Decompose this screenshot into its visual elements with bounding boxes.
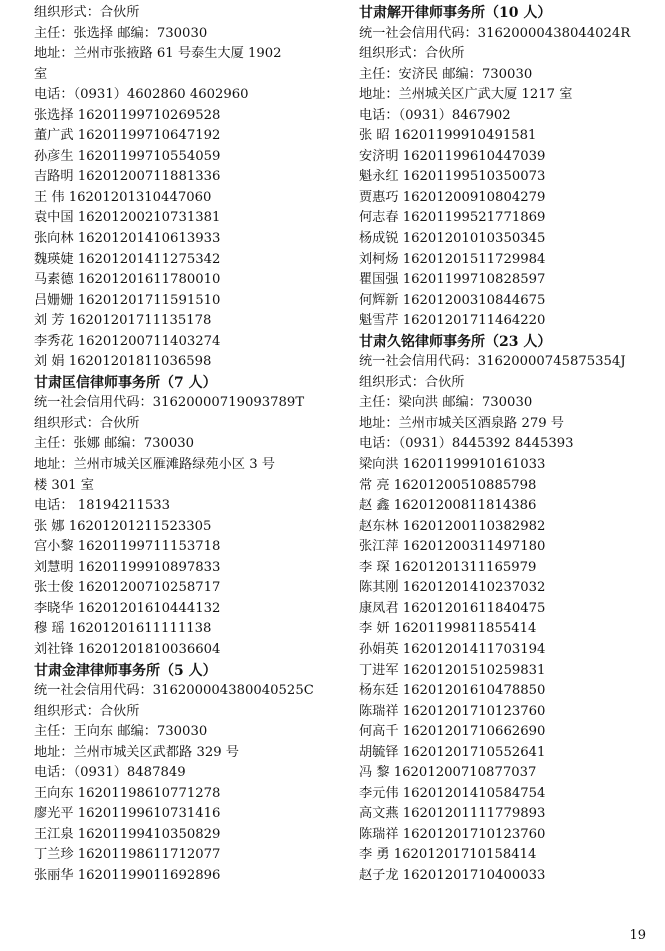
text-line: 刘 芳 16201201711135178 <box>34 313 212 329</box>
text-line: 地址：兰州市城关区酒泉路 279 号 <box>359 415 564 431</box>
page-number: 19 <box>629 928 646 943</box>
firm-heading: 甘肃久铭律师事务所（23 人） <box>359 333 552 350</box>
text-line: 丁兰珍 16201198611712077 <box>34 847 221 863</box>
text-line: 赵 鑫 16201200811814386 <box>359 498 537 514</box>
text-line: 主任：安济民 邮编：730030 <box>359 66 533 82</box>
firm-heading: 甘肃解开律师事务所（10 人） <box>359 5 552 21</box>
text-line: 主任：王向东 邮编：730030 <box>34 724 208 740</box>
text-line: 何高千 16201201710662690 <box>359 724 546 740</box>
text-line: 刘慧明 16201199910897833 <box>34 559 221 575</box>
text-line: 杨成锐 16201201010350345 <box>359 231 546 247</box>
text-line: 统一社会信用代码：316200004380040525C <box>34 683 314 699</box>
text-line: 李秀花 16201200711403274 <box>34 333 221 349</box>
text-line: 吉路明 16201200711881336 <box>34 169 221 185</box>
text-line: 组织形式：合伙所 <box>34 703 140 719</box>
text-line: 廖光平 16201199610731416 <box>34 806 221 822</box>
text-line: 梁向洪 16201199910161033 <box>359 457 546 473</box>
text-line: 主任：张娜 邮编：730030 <box>34 436 195 452</box>
text-line: 袁中国 16201200210731381 <box>34 210 221 226</box>
text-line: 魁雪芹 16201201711464220 <box>359 313 546 329</box>
text-line: 室 <box>34 66 48 82</box>
text-line: 张士俊 16201200710258717 <box>34 580 221 596</box>
text-line: 张丽华 16201199011692896 <box>34 867 221 883</box>
text-line: 电话：（0931）8445392 8445393 <box>359 436 574 452</box>
text-line: 杨东廷 16201201610478850 <box>359 683 546 699</box>
firm-heading: 甘肃金津律师事务所（5 人） <box>34 662 217 679</box>
text-line: 地址：兰州市张掖路 61 号泰生大厦 1902 <box>34 46 282 62</box>
text-line: 李 琛 16201201311165979 <box>359 559 537 575</box>
text-line: 统一社会信用代码：31620000719093789T <box>34 395 305 411</box>
text-line: 地址：兰州市城关区雁滩路绿苑小区 3 号 <box>34 457 275 473</box>
text-line: 冯 黎 16201200710877037 <box>359 765 537 781</box>
text-line: 组织形式：合伙所 <box>34 5 140 20</box>
text-line: 李元伟 16201201410584754 <box>359 785 546 801</box>
text-line: 电话： 18194211533 <box>34 498 171 514</box>
text-line: 主任：张选择 邮编：730030 <box>34 25 208 41</box>
text-line: 张 昭 16201199910491581 <box>359 128 537 144</box>
text-line: 刘社锋 16201201810036604 <box>34 641 221 657</box>
text-line: 组织形式：合伙所 <box>359 46 465 62</box>
text-line: 刘 娟 16201201811036598 <box>34 354 212 370</box>
text-line: 主任：梁向洪 邮编：730030 <box>359 395 533 411</box>
text-line: 陈其刚 16201201410237032 <box>359 580 546 596</box>
text-line: 马素德 16201201611780010 <box>34 272 221 288</box>
text-line: 康凤君 16201201611840475 <box>359 600 546 616</box>
text-line: 李 妍 16201199811855414 <box>359 621 537 637</box>
text-line: 张 娜 16201201211523305 <box>34 518 212 534</box>
text-line: 组织形式：合伙所 <box>359 374 465 390</box>
text-line: 组织形式：合伙所 <box>34 415 140 431</box>
text-line: 陈瑞祥 16201201710123760 <box>359 703 546 719</box>
text-line: 穆 瑶 16201201611111138 <box>34 621 212 637</box>
left-column <box>34 3 344 887</box>
text-line: 孙彦生 16201199710554059 <box>34 148 221 164</box>
text-line: 张江萍 16201200311497180 <box>359 539 546 555</box>
text-line: 高文燕 16201201111779893 <box>359 806 546 822</box>
text-line: 刘柯炀 16201201511729984 <box>359 251 546 267</box>
text-line: 丁进军 16201201510259831 <box>359 662 546 678</box>
text-line: 电话：（0931）8467902 <box>359 107 511 123</box>
text-line: 王江泉 16201199410350829 <box>34 826 221 842</box>
text-line: 李晓华 16201201610444132 <box>34 600 221 616</box>
text-line: 统一社会信用代码：31620000745875354J <box>359 354 626 370</box>
text-line: 地址：兰州城关区广武大厦 1217 室 <box>359 87 573 103</box>
text-line: 安济明 16201199610447039 <box>359 148 546 164</box>
text-line: 李 勇 16201201710158414 <box>359 847 537 863</box>
text-line: 赵子龙 16201201710400033 <box>359 867 546 883</box>
text-line: 孙娟英 16201201411703194 <box>359 641 546 657</box>
text-line: 张向林 16201201410613933 <box>34 231 221 247</box>
text-line: 魁永红 16201199510350073 <box>359 169 546 185</box>
text-line: 电话：（0931）4602860 4602960 <box>34 87 249 103</box>
text-line: 统一社会信用代码：31620000438044024R <box>359 25 631 41</box>
text-line: 王 伟 16201201310447060 <box>34 189 212 205</box>
text-line: 董广武 16201199710647192 <box>34 128 221 144</box>
text-line: 陈瑞祥 16201201710123760 <box>359 826 546 842</box>
text-line: 电话：（0931）8487849 <box>34 765 186 781</box>
text-line: 胡毓铎 16201201710552641 <box>359 744 546 760</box>
text-line: 吕姗姗 16201201711591510 <box>34 292 221 308</box>
text-line: 何辉新 16201200310844675 <box>359 292 546 308</box>
text-line: 贾惠巧 16201200910804279 <box>359 189 546 205</box>
right-column <box>359 3 654 887</box>
text-line: 宫小黎 16201199711153718 <box>34 539 221 555</box>
text-line: 魏瑛婕 16201201411275342 <box>34 251 221 267</box>
text-line: 地址：兰州市城关区武都路 329 号 <box>34 744 239 760</box>
firm-heading: 甘肃匡信律师事务所（7 人） <box>34 374 217 391</box>
text-line: 张选择 16201199710269528 <box>34 107 221 123</box>
text-line: 王向东 16201198610771278 <box>34 785 221 801</box>
text-line: 瞿国强 16201199710828597 <box>359 272 546 288</box>
text-line: 赵东林 16201200110382982 <box>359 518 546 534</box>
text-line: 常 亮 16201200510885798 <box>359 477 537 493</box>
text-line: 楼 301 室 <box>34 477 94 493</box>
text-line: 何志春 16201199521771869 <box>359 210 546 226</box>
